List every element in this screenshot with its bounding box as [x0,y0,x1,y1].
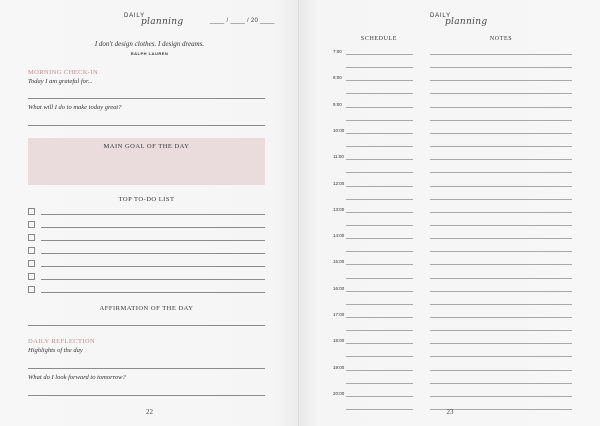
schedule-header: SCHEDULE [360,36,398,42]
notes-line[interactable] [430,396,572,397]
todo-checkbox[interactable] [28,247,35,254]
schedule-line[interactable] [346,383,413,384]
grateful-line[interactable] [28,98,265,99]
todo-checkbox[interactable] [28,260,35,267]
todo-checkbox[interactable] [28,273,35,280]
schedule-time: 20:00 [333,390,345,396]
todo-label: TOP TO-DO LIST [118,196,175,203]
schedule-time: 7:00 [333,49,342,54]
schedule-time: 19:00 [333,364,345,370]
schedule-time: 13:00 [333,206,345,212]
schedule-line[interactable] [346,54,413,55]
schedule-line[interactable] [346,317,413,318]
notes-line[interactable] [430,383,572,384]
notes-line[interactable] [430,317,572,318]
todo-line[interactable] [41,240,265,241]
quote-text: I don't design clothes. I design dreams. [94,40,205,48]
highlights-prompt: Highlights of the day [28,347,83,354]
schedule-time: 16:00 [333,285,345,291]
todo-line[interactable] [41,292,265,293]
notes-line[interactable] [430,225,572,226]
schedule-line[interactable] [346,186,413,187]
affirmation-line[interactable] [28,325,265,326]
schedule-line[interactable] [346,172,413,173]
schedule-line[interactable] [346,396,413,397]
todo-line[interactable] [41,227,265,228]
schedule-time: 18:00 [333,338,345,344]
schedule-time: 11:00 [333,154,344,160]
schedule-time: 12:00 [333,180,345,186]
page-number-left: 22 [146,408,153,416]
notes-line[interactable] [430,120,572,121]
notes-line[interactable] [430,356,572,357]
todo-checkbox[interactable] [28,221,35,228]
notes-line[interactable] [430,343,572,344]
affirmation-label: AFFIRMATION OF THE DAY [99,305,194,312]
schedule-line[interactable] [346,238,413,239]
schedule-line[interactable] [346,199,413,200]
notes-line[interactable] [430,330,572,331]
morning-checkin-label: MORNING CHECK-IN [28,69,99,76]
grateful-prompt: Today I am grateful for... [28,78,93,85]
schedule-line[interactable] [346,146,413,147]
schedule-line[interactable] [346,107,413,108]
make-great-prompt: What will I do to make today great? [28,104,122,111]
look-forward-prompt: What do I look forward to tomorrow? [28,374,126,381]
schedule-line[interactable] [346,251,413,252]
schedule-line[interactable] [346,159,413,160]
schedule-line[interactable] [346,133,413,134]
schedule-line[interactable] [346,93,413,94]
daily-label-right: DAILY [430,13,451,19]
notes-header: NOTES [489,36,513,42]
schedule-line[interactable] [346,291,413,292]
schedule-time: 9:00 [333,101,342,107]
notes-line[interactable] [430,186,572,187]
main-goal-box[interactable] [28,138,265,185]
schedule-line[interactable] [346,120,413,121]
schedule-time: 15:00 [333,259,345,265]
schedule-line[interactable] [346,370,413,371]
todo-checkbox[interactable] [28,208,35,215]
todo-checkbox[interactable] [28,286,35,293]
schedule-time: 10:00 [333,127,345,133]
look-forward-line[interactable] [28,395,265,396]
todo-line[interactable] [41,214,265,215]
todo-line[interactable] [41,266,265,267]
daily-reflection-label: DAILY REFLECTION [28,338,96,345]
quote-author: RALPH LAUREN [130,51,169,56]
notes-line[interactable] [430,107,572,108]
planning-script: planning [141,17,184,27]
highlights-line[interactable] [28,368,265,369]
schedule-line[interactable] [346,356,413,357]
notes-line[interactable] [430,67,572,68]
notes-line[interactable] [430,133,572,134]
notes-line[interactable] [430,212,572,213]
notes-line[interactable] [430,278,572,279]
notes-line[interactable] [430,370,572,371]
notes-line[interactable] [430,93,572,94]
page-number-right: 23 [446,408,454,416]
todo-line[interactable] [41,253,265,254]
make-great-line[interactable] [28,125,265,126]
notes-line[interactable] [430,264,572,265]
notes-line[interactable] [430,238,572,239]
date-field[interactable]: ____ / ____ / 20 ____ [210,18,275,24]
notes-line[interactable] [430,199,572,200]
todo-line[interactable] [41,279,265,280]
main-goal-label: MAIN GOAL OF THE DAY [103,143,190,150]
notes-line[interactable] [430,291,572,292]
schedule-time: 8:00 [333,75,342,81]
schedule-line[interactable] [346,343,413,344]
notes-line[interactable] [430,172,572,173]
daily-label: DAILY [124,13,145,19]
schedule-time: 17:00 [333,312,345,317]
schedule-line[interactable] [346,264,413,265]
notes-line[interactable] [430,54,572,55]
schedule-line[interactable] [346,67,413,68]
notes-line[interactable] [430,251,572,252]
notes-line[interactable] [430,304,572,305]
planning-script-right: planning [445,17,488,27]
notes-line[interactable] [430,159,572,160]
notes-line[interactable] [430,80,572,81]
schedule-line[interactable] [346,80,413,81]
right-page [300,0,600,426]
schedule-line[interactable] [346,330,413,331]
schedule-time: 14:00 [333,233,345,239]
schedule-line[interactable] [346,225,413,226]
todo-checkbox[interactable] [28,234,35,241]
left-page [0,0,299,426]
schedule-line[interactable] [346,278,413,279]
notes-line[interactable] [430,146,572,147]
schedule-line[interactable] [346,304,413,305]
schedule-line[interactable] [346,212,413,213]
